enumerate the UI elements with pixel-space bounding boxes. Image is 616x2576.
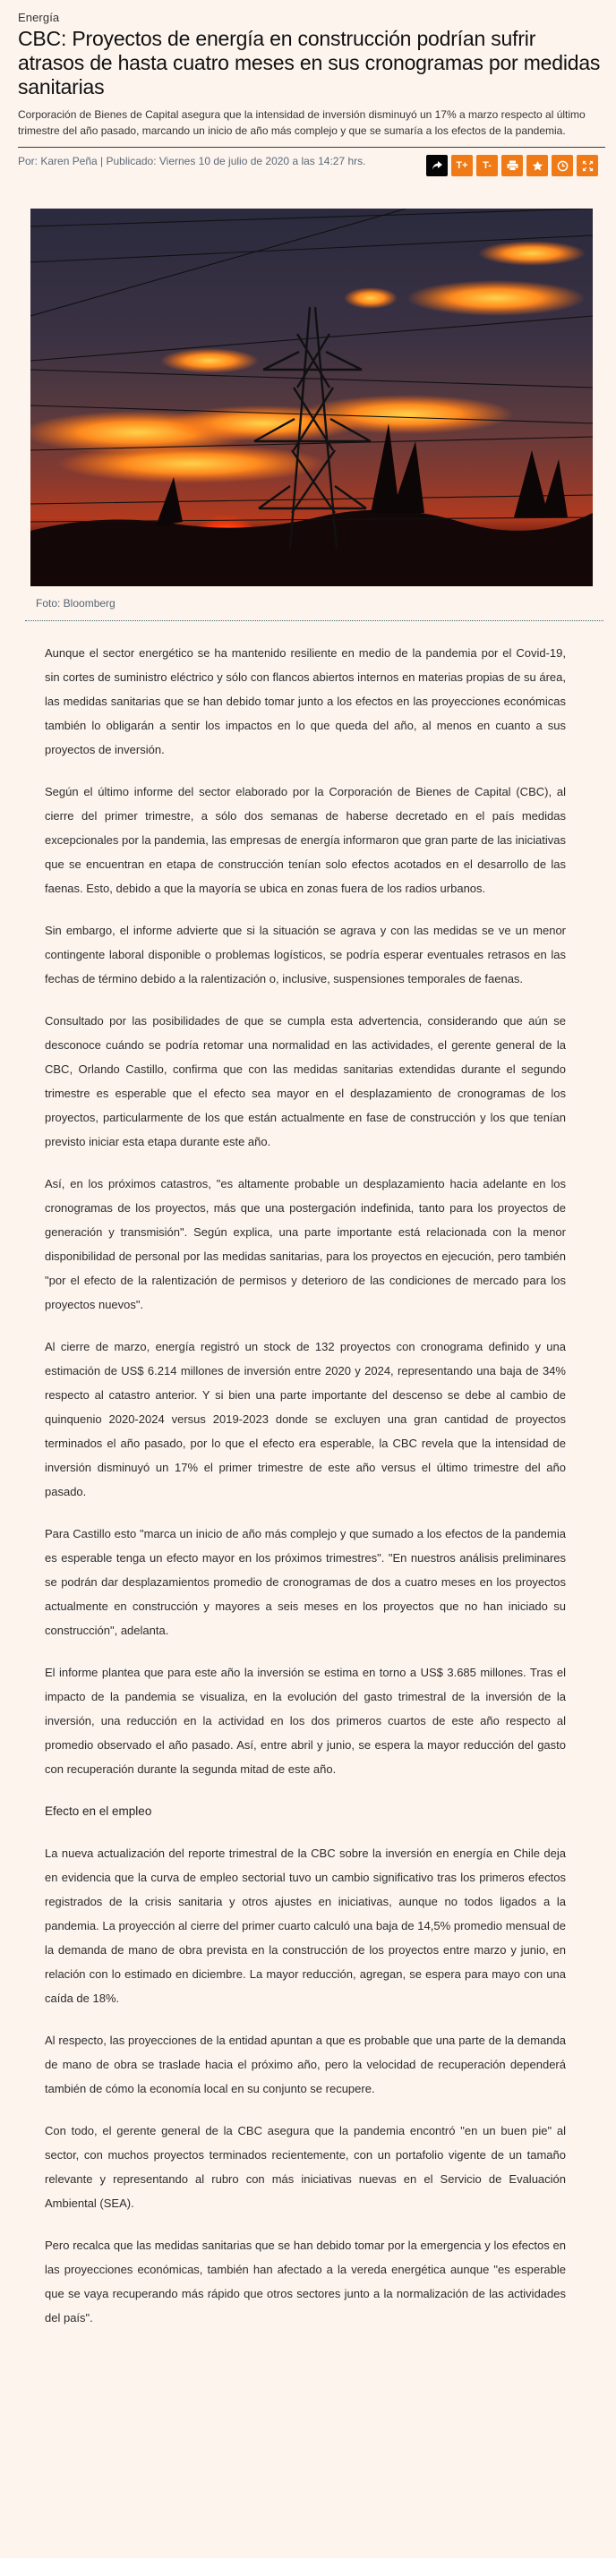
meta-row <box>18 148 605 200</box>
read-later-button[interactable] <box>552 155 573 176</box>
article-toolbar <box>426 155 598 176</box>
paragraph: Así, en los próximos catastros, "es altamente probable un desplazamiento hacia adelante en los cronogramas de los proyectos, más que una postergación indefinida, tanto para los proyectos de generación y transmisión". Según explica, una parte importante está relacionada con la menor disponibilidad de personal por las medidas sanitarias, para los proyectos en ejecución, pero también "por el efecto de la ralentización de permisos y deterioro de las condiciones de mercado para los proyectos nuevos". <box>45 1177 566 1311</box>
article-category[interactable]: Energía <box>18 11 60 24</box>
byline: Por: Karen Peña | Publicado: Viernes 10 de julio de 2020 a las 14:27 hrs. <box>18 155 366 167</box>
paragraph: Según el último informe del sector elaborado por la Corporación de Bienes de Capital (CBC), al cierre del primer trimestre, a sólo dos semanas de haberse decretado en el país medidas excepcionales por la pandemia, las empresas de energía informaron que gran parte de las iniciativas que se encuentran en etapa de construcción tenían solo efectos acotados en el desarrollo de las faenas. Esto, debido a que la mayoría se ubica en zonas fuera de los radios urbanos. <box>45 785 566 895</box>
article-lead: Corporación de Bienes de Capital asegura que la intensidad de inversión disminuyó un 17% a marzo respecto al último trimestre del año pasado, marcando un inicio de año más complejo y que se sumaría a los efectos de la pandemia. <box>18 108 586 137</box>
print-button[interactable] <box>501 155 523 176</box>
share-arrow-icon <box>432 160 443 171</box>
paragraph: Al respecto, las proyecciones de la entidad apuntan a que es probable que una parte de la demanda de mano de obra se traslade hacia el próximo año, pero la velocidad de recuperación dependerá también de cómo la economía local en su conjunto se recupere. <box>45 2034 566 2095</box>
paragraph: Para Castillo esto "marca un inicio de año más complejo y que sumado a los efectos de la pandemia es esperable tenga un efecto mayor en los próximos trimestres". "En nuestros análisis preliminares se podrán dar desplazamientos promedio de cronogramas de dos a cuatro meses en los proyectos actualmente en construcción y mayores a seis meses en los proyectos que no han iniciado su construcción", adelanta. <box>45 1527 566 1637</box>
text-decrease-button[interactable] <box>476 155 498 176</box>
text-increase-button[interactable] <box>451 155 473 176</box>
favorite-button[interactable] <box>526 155 548 176</box>
print-icon <box>507 160 518 171</box>
sunset-power-tower-image <box>30 209 593 586</box>
paragraph: Consultado por las posibilidades de que se cumpla esta advertencia, considerando que aún se desconoce cuándo se podría retomar una normalidad en las actividades, el gerente general de la CBC, Orlando Castillo, confirma que con las medidas sanitarias extendidas durante el segundo trimestre es esperable que el efecto sea mayor en el desplazamiento de cronogramas de los proyectos, particularmente de los que están actualmente en fase de construcción y los que tenían previsto iniciar esta etapa durante este año. <box>45 1014 566 1148</box>
star-icon <box>532 160 543 172</box>
text-decrease-icon: T- <box>483 160 492 171</box>
expand-icon <box>582 160 594 172</box>
clock-icon <box>557 160 569 172</box>
article-photo[interactable] <box>30 209 593 586</box>
section-heading: Efecto en el empleo <box>45 1804 152 1818</box>
paragraph: La nueva actualización del reporte trimestral de la CBC sobre la inversión en energía en Chile deja en evidencia que la curva de empleo sectorial tuvo un cambio significativo tras los primeros efectos registrados de la crisis sanitaria y otros ajustes en iniciativas, aunque no todos ligados a la pandemia. La proyección al cierre del primer cuarto calculó una baja de 14,5% promedio mensual de la demanda de mano de obra prevista en la construcción de los proyectos entre marzo y junio, en relación con lo estimado en diciembre. La mayor reducción, agregan, se espera para mayo con una caída de 18%. <box>45 1847 566 2005</box>
paragraph: Pero recalca que las medidas sanitarias que se han debido tomar por la emergencia y los efectos en las proyecciones económicas, también han afectado a la vereda energética aunque "es esperable que se vaya recuperando más rápido que otros sectores junto a la normalización de las actividades del país". <box>45 2239 566 2324</box>
share-button[interactable] <box>426 155 448 176</box>
article-figure <box>30 209 596 620</box>
paragraph: Aunque el sector energético se ha mantenido resiliente en medio de la pandemia por el Covid-19, sin cortes de suministro eléctrico y sólo con flancos abiertos internos en materias propias de su área, las medidas sanitarias que se han debido tomar junto a los efectos en las proyecciones económicas también lo obligarán a sentir los impactos en lo que queda del año, al menos en cuanto a sus proyectos de inversión. <box>45 646 566 756</box>
paragraph: Con todo, el gerente general de la CBC asegura que la pandemia encontró "en un buen pie" al sector, con muchos proyectos terminados recientemente, con un portafolio vigente de un tamaño relevante y representando al rubro con más iniciativas nuevas en el Servicio de Evaluación Ambiental (SEA). <box>45 2124 566 2210</box>
paragraph: El informe plantea que para este año la inversión se estima en torno a US$ 3.685 millones. Tras el impacto de la pandemia se visualiza, en la evolución del gasto trimestral de la inversión de la inversión, una reducción en la actividad en los dos primeros cuartos de este año respecto al promedio observado el año pasado. Así, entre abril y junio, se espera la mayor reducción del gasto con recuperación durante la segunda mitad de este año. <box>45 1666 566 1776</box>
article-body <box>18 621 605 2330</box>
paragraph: Sin embargo, el informe advierte que si la situación se agrava y con las medidas se ve un menor contingente laboral disponible o problemas logísticos, se podría esperar eventuales retrasos en las fechas de término debido a la ralentización o, inclusive, suspensiones temporales de faenas. <box>45 924 566 985</box>
text-increase-icon: T+ <box>456 160 468 171</box>
paragraph: Al cierre de marzo, energía registró un stock de 132 proyectos con cronograma definido y una estimación de US$ 6.214 millones de inversión entre 2020 y 2024, representando una baja de 34% respecto al catastro anterior. Y si bien una parte importante del descenso se debe al cambio de quinquenio 2020-2024 versus 2019-2023 donde se excluyen una gran cantidad de proyectos terminados el año pasado, por lo que el efecto era esperable, la CBC revela que la intensidad de inversión disminuyó un 17% el primer trimestre de este año versus el último trimestre del año pasado. <box>45 1340 566 1498</box>
photo-caption: Foto: Bloomberg <box>36 597 116 610</box>
fullscreen-button[interactable] <box>577 155 598 176</box>
article-title: CBC: Proyectos de energía en construcción podrían sufrir atrasos de hasta cuatro meses en sus cronogramas por medidas sanitarias <box>18 27 601 98</box>
